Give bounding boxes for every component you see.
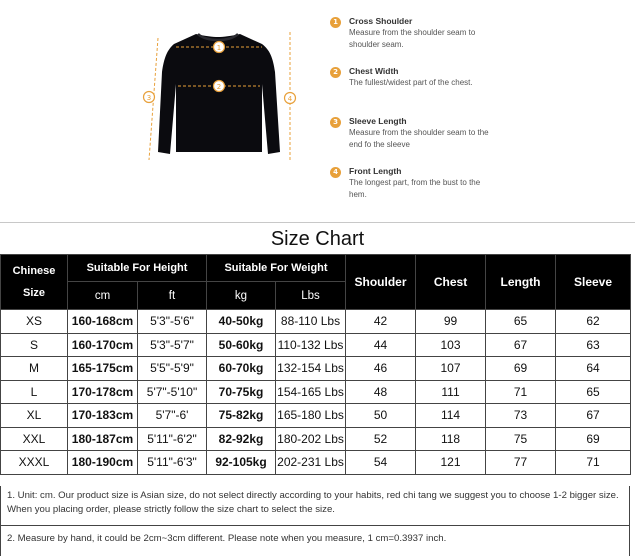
cell-chest: 118: [416, 427, 486, 451]
header-cm: cm: [68, 282, 138, 310]
cell-lbs: 110-132 Lbs: [276, 333, 346, 357]
cell-cm: 170-183cm: [68, 404, 138, 428]
cell-size: L: [1, 380, 68, 404]
svg-text:4: 4: [287, 94, 293, 103]
cell-lbs: 88-110 Lbs: [276, 310, 346, 334]
note-unit: 1. Unit: cm. Our product size is Asian size, do not select directly according to your habits, red chi tang we suggest you to choose 1-2 bigger size. When you placing order, please strictly follow the size chart to select the size.: [1, 486, 629, 526]
svg-text:2: 2: [216, 82, 222, 91]
page-title: Size Chart: [270, 228, 365, 250]
legend-title: Cross Shoulder: [349, 16, 413, 26]
header-length: Length: [486, 255, 556, 310]
marker-4-icon: [285, 93, 296, 104]
number-badge-icon: 4: [330, 167, 341, 178]
cell-ft: 5'5"-5'9": [138, 357, 207, 381]
cell-length: 65: [486, 310, 556, 334]
cell-kg: 60-70kg: [207, 357, 276, 381]
cell-shoulder: 44: [346, 333, 416, 357]
cell-ft: 5'3"-5'7": [138, 333, 207, 357]
header-shoulder: Shoulder: [346, 255, 416, 310]
cell-kg: 70-75kg: [207, 380, 276, 404]
legend-item-cross-shoulder: [330, 15, 630, 64]
cell-lbs: 165-180 Lbs: [276, 404, 346, 428]
cell-kg: 92-105kg: [207, 451, 276, 475]
cell-shoulder: 54: [346, 451, 416, 475]
number-badge-icon: 2: [330, 67, 341, 78]
cell-cm: 160-168cm: [68, 310, 138, 334]
cell-cm: 165-175cm: [68, 357, 138, 381]
cell-size: XL: [1, 404, 68, 428]
legend-title: Chest Width: [349, 66, 399, 76]
cell-length: 77: [486, 451, 556, 475]
legend-item-front-length: [330, 165, 630, 214]
note-measure: 2. Measure by hand, it could be 2cm~3cm different. Please note when you measure, 1 cm=0.3937 inch.: [7, 533, 447, 544]
cell-sleeve: 64: [556, 357, 631, 381]
header-lbs: Lbs: [276, 282, 346, 310]
legend-title: Sleeve Length: [349, 116, 407, 126]
header-kg: kg: [207, 282, 276, 310]
size-notes: [0, 486, 630, 556]
divider: [0, 222, 635, 223]
cell-kg: 82-92kg: [207, 427, 276, 451]
cell-size: XS: [1, 310, 68, 334]
cell-cm: 170-178cm: [68, 380, 138, 404]
cell-sleeve: 63: [556, 333, 631, 357]
cell-shoulder: 42: [346, 310, 416, 334]
cell-size: XXXL: [1, 451, 68, 475]
sweater-diagram: [0, 0, 330, 222]
legend-item-sleeve-length: [330, 115, 630, 164]
cell-cm: 180-187cm: [68, 427, 138, 451]
size-chart-table: [0, 254, 631, 475]
header-sleeve: Sleeve: [556, 255, 631, 310]
cell-chest: 99: [416, 310, 486, 334]
measurement-legend: [330, 14, 630, 214]
header-size: Chinese Size: [1, 255, 68, 310]
cell-shoulder: 52: [346, 427, 416, 451]
table-row: [1, 380, 631, 404]
header-weight: Suitable For Weight: [207, 255, 346, 282]
table-row: [1, 451, 631, 475]
header-ft: ft: [138, 282, 207, 310]
cell-lbs: 202-231 Lbs: [276, 451, 346, 475]
cell-sleeve: 67: [556, 404, 631, 428]
marker-3-icon: [144, 92, 155, 103]
cell-length: 69: [486, 357, 556, 381]
cell-kg: 50-60kg: [207, 333, 276, 357]
table-row: [1, 310, 631, 334]
cell-shoulder: 48: [346, 380, 416, 404]
number-badge-icon: 1: [330, 17, 341, 28]
legend-description: The longest part, from the bust to the hem.: [349, 178, 481, 199]
cell-lbs: 154-165 Lbs: [276, 380, 346, 404]
cell-chest: 121: [416, 451, 486, 475]
cell-sleeve: 65: [556, 380, 631, 404]
cell-ft: 5'3"-5'6": [138, 310, 207, 334]
cell-length: 71: [486, 380, 556, 404]
legend-description: Measure from the shoulder seam to the end fo the sleeve: [349, 128, 489, 149]
svg-text:3: 3: [146, 93, 152, 102]
cell-ft: 5'11"-6'2": [138, 427, 207, 451]
marker-1-icon: [214, 42, 225, 53]
header-height: Suitable For Height: [68, 255, 207, 282]
cell-length: 67: [486, 333, 556, 357]
table-row: [1, 333, 631, 357]
legend-title: Front Length: [349, 166, 402, 176]
cell-ft: 5'7"-6': [138, 404, 207, 428]
legend-description: Measure from the shoulder seam to shoulder seam.: [349, 28, 476, 49]
cell-shoulder: 46: [346, 357, 416, 381]
cell-size: S: [1, 333, 68, 357]
legend-item-chest-width: [330, 65, 630, 114]
cell-cm: 180-190cm: [68, 451, 138, 475]
cell-chest: 103: [416, 333, 486, 357]
cell-sleeve: 62: [556, 310, 631, 334]
table-row: [1, 427, 631, 451]
cell-kg: 75-82kg: [207, 404, 276, 428]
cell-size: XXL: [1, 427, 68, 451]
cell-sleeve: 71: [556, 451, 631, 475]
cell-chest: 107: [416, 357, 486, 381]
cell-lbs: 132-154 Lbs: [276, 357, 346, 381]
cell-ft: 5'11"-6'3": [138, 451, 207, 475]
cell-length: 73: [486, 404, 556, 428]
table-row: [1, 357, 631, 381]
cell-shoulder: 50: [346, 404, 416, 428]
marker-2-icon: [214, 81, 225, 92]
svg-text:1: 1: [216, 43, 222, 52]
cell-sleeve: 69: [556, 427, 631, 451]
header-chest: Chest: [416, 255, 486, 310]
cell-ft: 5'7"-5'10": [138, 380, 207, 404]
cell-length: 75: [486, 427, 556, 451]
cell-lbs: 180-202 Lbs: [276, 427, 346, 451]
cell-cm: 160-170cm: [68, 333, 138, 357]
legend-description: The fullest/widest part of the chest.: [349, 78, 473, 87]
cell-kg: 40-50kg: [207, 310, 276, 334]
cell-chest: 114: [416, 404, 486, 428]
cell-size: M: [1, 357, 68, 381]
number-badge-icon: 3: [330, 117, 341, 128]
cell-chest: 111: [416, 380, 486, 404]
garment-illustration: [0, 0, 635, 222]
table-row: [1, 404, 631, 428]
